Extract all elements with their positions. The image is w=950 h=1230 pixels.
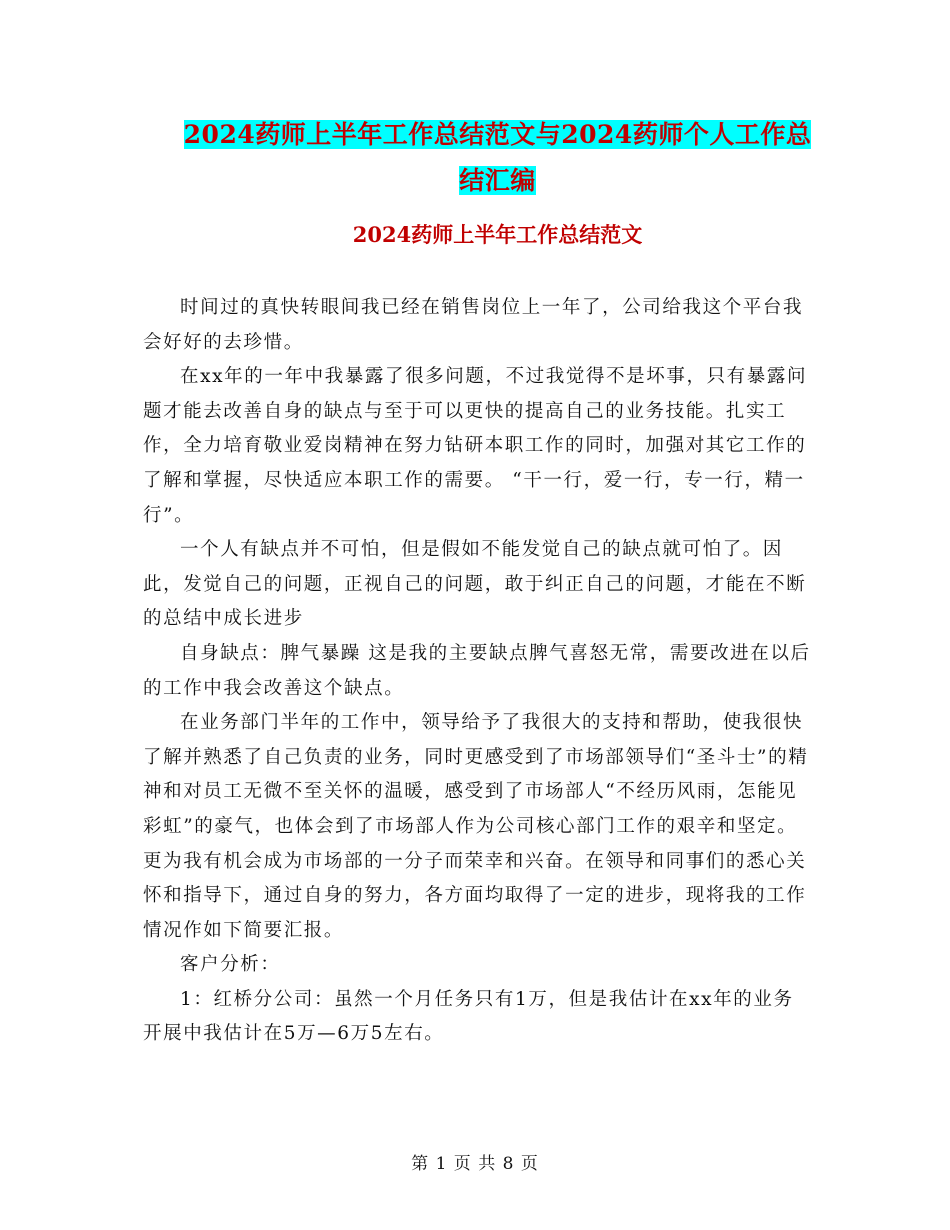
paragraph: 在业务部门半年的工作中，领导给予了我很大的支持和帮助，使我很快了解并熟悉了自己负责的业务，同时更感受到了市场部领导们“圣斗士”的精神和对员工无微不至关怀的温暖，感受到了市场部人“不经历风雨，怎能见彩虹”的豪气，也体会到了市场部人作为公司核心部门工作的艰辛和坚定。更为我有机会成为市场部的一分子而荣幸和兴奋。在领导和同事们的悉心关怀和指导下，通过自身的努力，各方面均取得了一定的进步，现将我的工作情况作如下简要汇报。	[143, 712, 809, 941]
paragraph: 一个人有缺点并不可怕，但是假如不能发觉自己的缺点就可怕了。因此，发觉自己的问题，正视自己的问题，敢于纠正自己的问题，才能在不断的总结中成长进步	[143, 539, 807, 630]
paragraph: 自身缺点：脾气暴躁 这是我的主要缺点脾气喜怒无常，需要改进在以后的工作中我会改善这个缺点。	[143, 642, 811, 699]
document-title-line1: 2024药师上半年工作总结范文与2024药师个人工作总	[183, 120, 812, 149]
document-title-line2: 结汇编	[459, 166, 536, 195]
document-title	[140, 112, 855, 204]
paragraph: 1：红桥分公司：虽然一个月任务只有1万，但是我估计在xx年的业务开展中我估计在5万—6万5左右。	[143, 988, 794, 1045]
paragraph: 客户分析：	[180, 954, 281, 976]
document-body	[143, 291, 811, 1052]
section-title: 2024药师上半年工作总结范文	[352, 222, 643, 247]
page-footer: 第 1 页 共 8 页	[411, 1154, 539, 1174]
paragraph: 时间过的真快转眼间我已经在销售岗位上一年了，公司给我这个平台我会好好的去珍惜。	[143, 297, 804, 353]
paragraph: 在xx年的一年中我暴露了很多问题，不过我觉得不是坏事，只有暴露问题才能去改善自身的缺点与至于可以更快的提高自己的业务技能。扎实工作，全力培育敬业爱岗精神在努力钻研本职工作的同时，加强对其它工作的了解和掌握，尽快适应本职工作的需要。 “干一行，爱一行，专一行，精一行”。	[143, 366, 808, 526]
